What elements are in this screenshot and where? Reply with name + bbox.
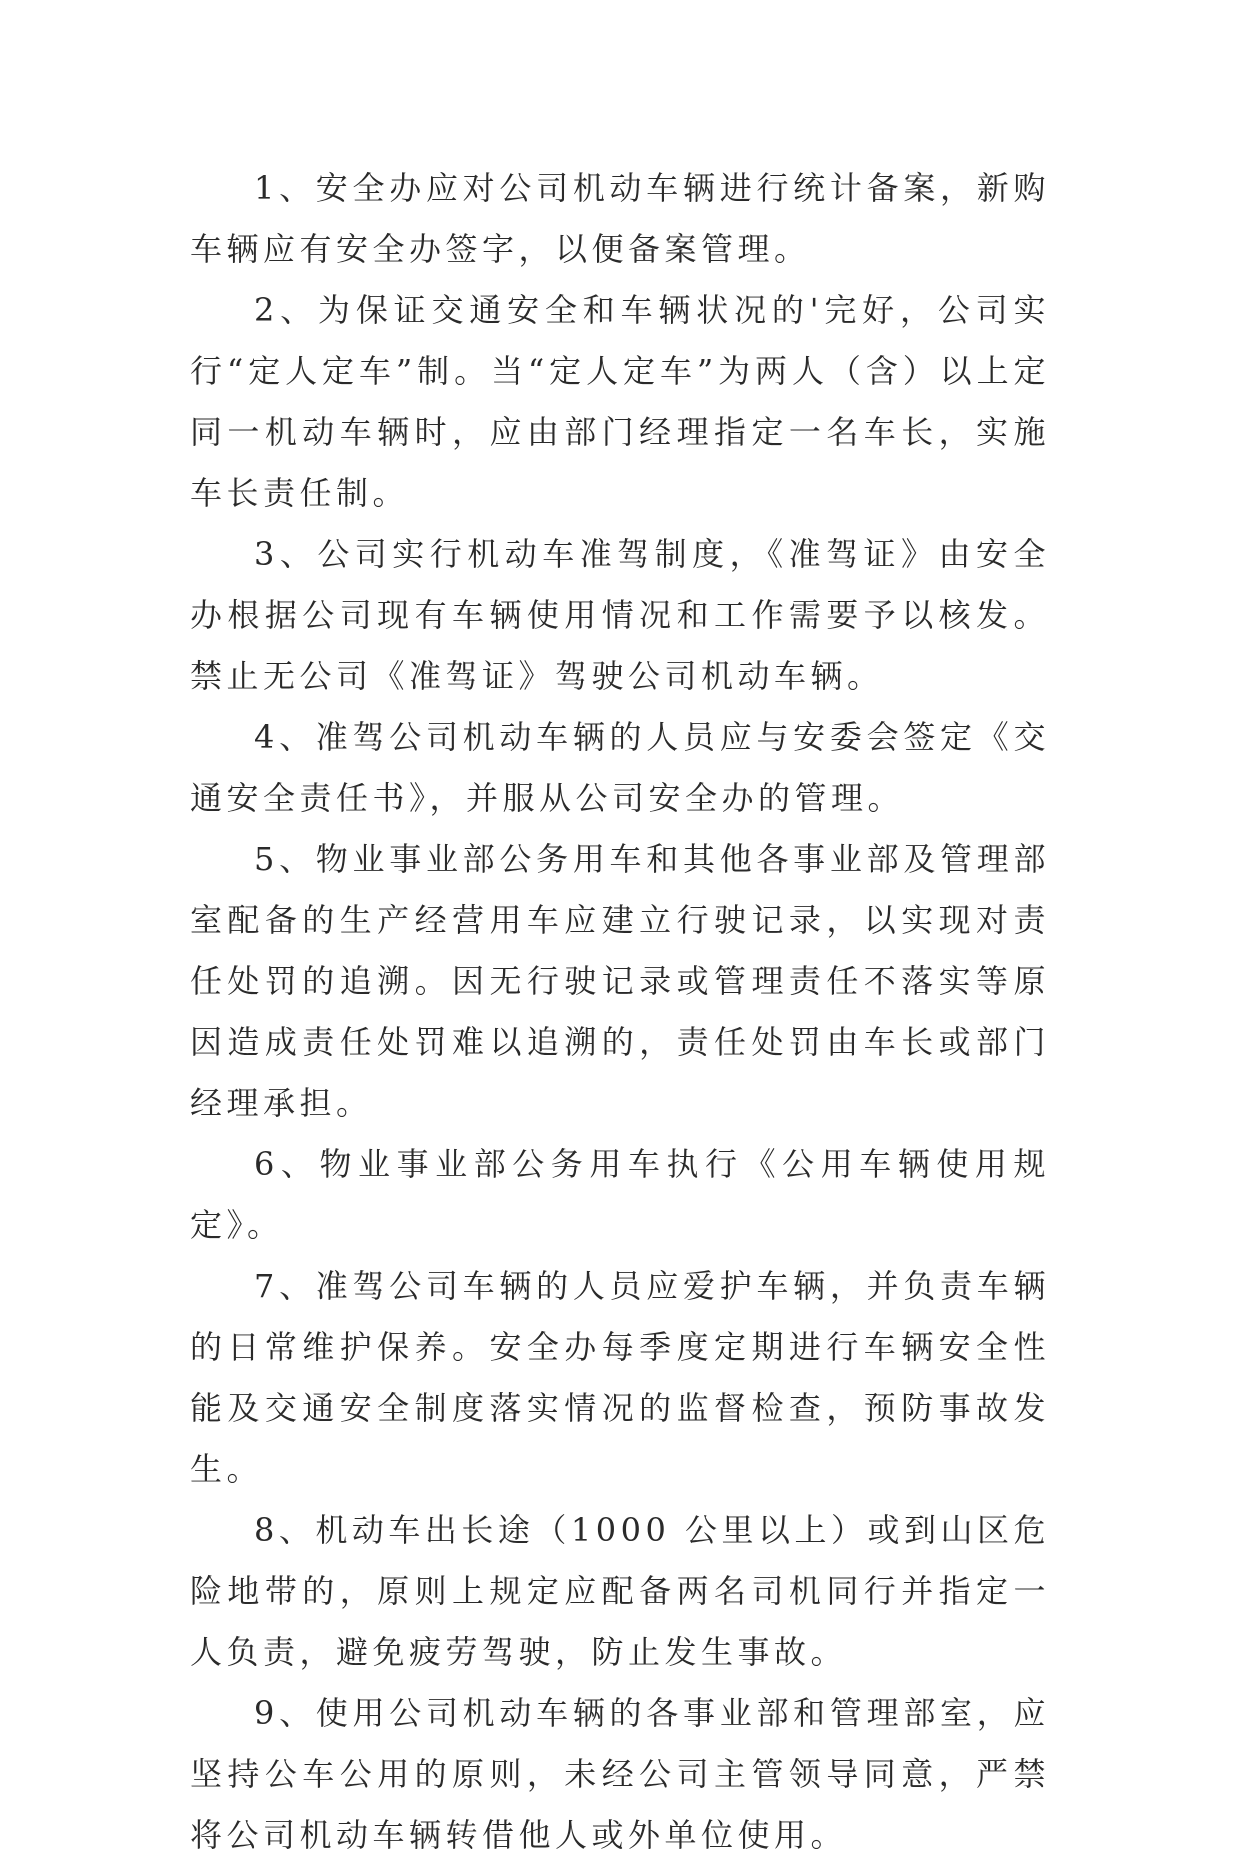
paragraph-3: 3、公司实行机动车准驾制度，《准驾证》由安全办根据公司现有车辆使用情况和工作需要予以核发。禁止无公司《准驾证》驾驶公司机动车辆。 [190,535,1050,695]
paragraph-1: 1、安全办应对公司机动车辆进行统计备案，新购车辆应有安全办签字，以便备案管理。 [190,169,1050,268]
paragraph-5: 5、物业事业部公务用车和其他各事业部及管理部室配备的生产经营用车应建立行驶记录，以实现对责任处罚的追溯。因无行驶记录或管理责任不落实等原因造成责任处罚难以追溯的，责任处罚由车长或部门经理承担。 [190,840,1050,1122]
paragraph-7: 7、准驾公司车辆的人员应爱护车辆，并负责车辆的日常维护保养。安全办每季度定期进行车辆安全性能及交通安全制度落实情况的监督检查，预防事故发生。 [190,1267,1050,1488]
paragraph-4: 4、准驾公司机动车辆的人员应与安委会签定《交通安全责任书》，并服从公司安全办的管理。 [190,718,1050,817]
paragraph-8: 8、机动车出长途（1000 公里以上）或到山区危险地带的，原则上规定应配备两名司机同行并指定一人负责，避免疲劳驾驶，防止发生事故。 [190,1511,1050,1671]
document-body [190,158,1050,1866]
paragraph-6: 6、物业事业部公务用车执行《公用车辆使用规定》。 [190,1145,1050,1244]
paragraph-2: 2、为保证交通安全和车辆状况的'完好，公司实行“定人定车”制。当“定人定车”为两人（含）以上定同一机动车辆时，应由部门经理指定一名车长，实施车长责任制。 [190,291,1050,512]
paragraph-9: 9、使用公司机动车辆的各事业部和管理部室，应坚持公车公用的原则，未经公司主管领导同意，严禁将公司机动车辆转借他人或外单位使用。 [190,1694,1050,1854]
